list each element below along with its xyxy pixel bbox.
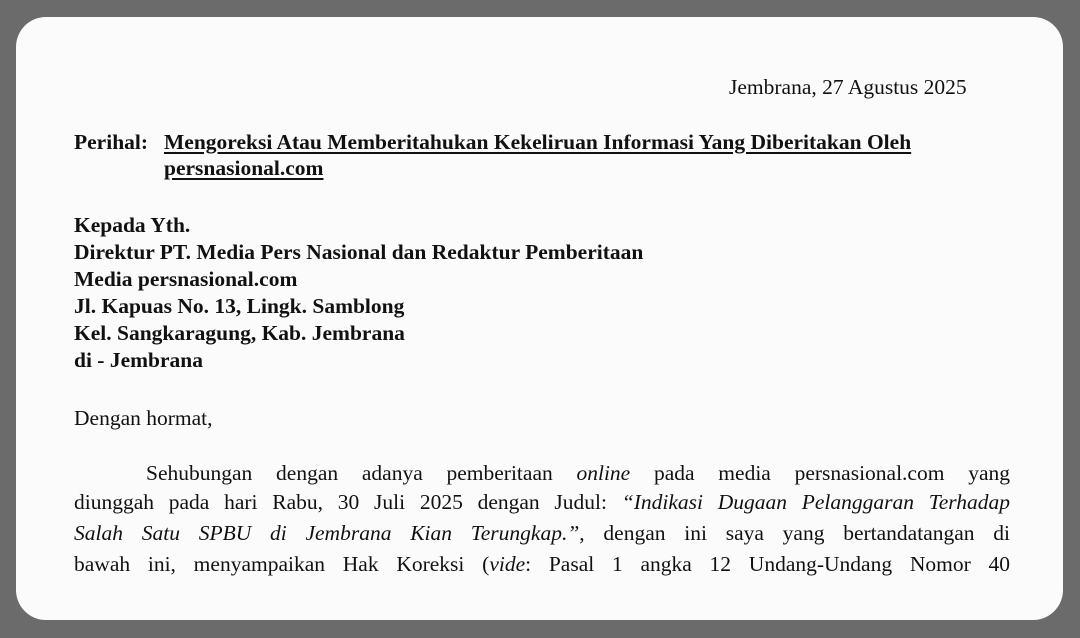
- body-line-2: [74, 490, 1010, 515]
- body-text: diunggah pada hari Rabu, 30 Juli 2025 dengan Judul:: [74, 490, 622, 514]
- body-line-4: [74, 552, 1010, 577]
- body-text: , dengan ini saya yang bertandatangan di: [579, 521, 1011, 545]
- greeting: Dengan hormat,: [74, 406, 213, 430]
- subject-label: Perihal:: [74, 130, 149, 154]
- body-text: Sehubungan dengan adanya pemberitaan: [146, 461, 577, 485]
- body-italic: vide: [489, 552, 526, 576]
- body-text: bawah ini, menyampaikan Hak Koreksi (: [74, 552, 490, 576]
- recipient-line: Kepada Yth.: [74, 213, 191, 237]
- letter-page: [16, 17, 1063, 620]
- body-text: pada media persnasional.com yang: [630, 461, 1010, 485]
- recipient-line: di - Jembrana: [74, 348, 203, 372]
- recipient-line: Direktur PT. Media Pers Nasional dan Redaktur Pemberitaan: [74, 240, 644, 264]
- subject-line-2: persnasional.com: [164, 156, 324, 180]
- recipient-line: Jl. Kapuas No. 13, Lingk. Samblong: [74, 294, 405, 318]
- body-text: : Pasal 1 angka 12 Undang-Undang Nomor 40: [525, 552, 1010, 576]
- body-italic: “Indikasi Dugaan Pelanggaran Terhadap: [621, 490, 1010, 514]
- body-italic: Salah Satu SPBU di Jembrana Kian Terungkap.”: [74, 521, 580, 545]
- body-line-1: [74, 461, 1010, 486]
- recipient-line: Media persnasional.com: [74, 267, 298, 291]
- recipient-line: Kel. Sangkaragung, Kab. Jembrana: [74, 321, 405, 345]
- subject-line-1: Mengoreksi Atau Memberitahukan Kekeliruan Informasi Yang Diberitakan Oleh: [164, 130, 912, 154]
- place-date: Jembrana, 27 Agustus 2025: [729, 75, 967, 99]
- body-line-3: [74, 521, 1010, 546]
- body-italic: online: [576, 461, 631, 485]
